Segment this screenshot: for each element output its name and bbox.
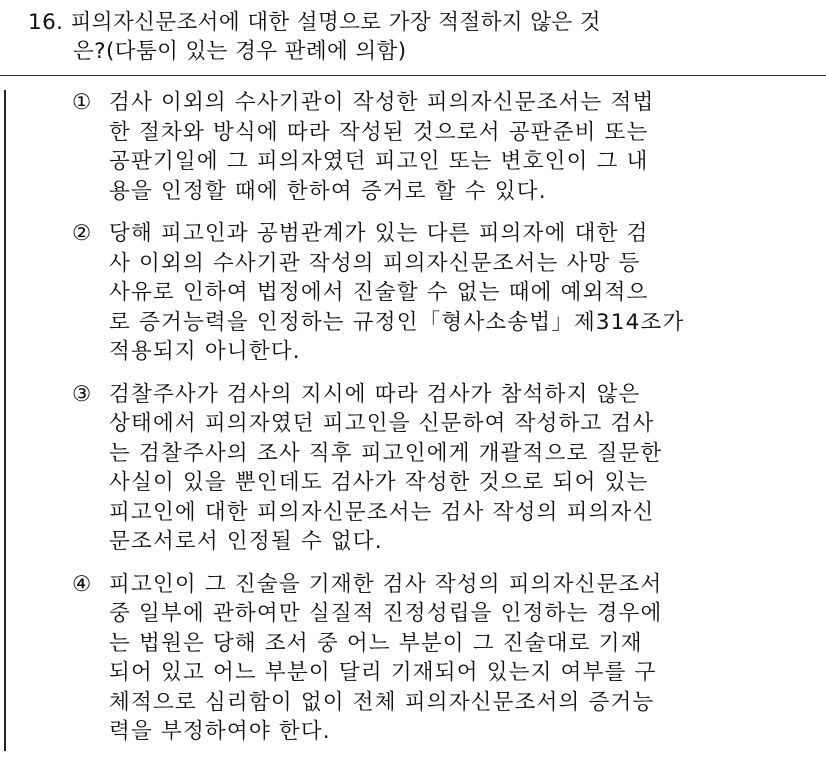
question-stem <box>28 8 808 66</box>
option-4-line: 되어 있고 어느 부분이 달리 기재되어 있는지 여부를 구 <box>109 660 657 685</box>
option-3-line: 는 검찰주사의 조사 직후 피고인에게 개괄적으로 질문한 <box>109 440 663 466</box>
option-1-line: 검사 이외의 수사기관이 작성한 피의자신문조서는 적법 <box>109 90 655 115</box>
option-4-line: 력을 부정하여야 한다. <box>109 719 331 744</box>
option-3-line: 피고인에 대한 피의자신문조서는 검사 작성의 피의자신 <box>109 499 655 525</box>
option-4-line: 체적으로 심리함이 없이 전체 피의자신문조서의 증거능 <box>109 689 655 715</box>
option-1[interactable] <box>72 88 812 206</box>
option-4[interactable] <box>72 570 812 747</box>
option-1-line: 용을 인정할 때에 한하여 증거로 할 수 있다. <box>109 178 547 204</box>
option-3-line: 문조서로서 인정될 수 없다. <box>109 529 383 554</box>
option-2-line: 당해 피고인과 공범관계가 있는 다른 피의자에 대한 검 <box>109 221 649 246</box>
option-1-line: 공판기일에 그 피의자였던 피고인 또는 변호인이 그 내 <box>109 149 649 174</box>
question-number: 16. <box>28 10 64 35</box>
option-1-line: 한 절차와 방식에 따라 작성된 것으로서 공판준비 또는 <box>109 119 649 145</box>
option-2-line: 사 이외의 수사기관 작성의 피의자신문조서는 사망 등 <box>109 250 641 276</box>
option-2-marker: ② <box>72 221 93 246</box>
option-3-marker: ③ <box>72 381 93 407</box>
question-text-line-2: 은?(다툼이 있는 경우 판례에 의함) <box>73 39 407 64</box>
option-4-line: 는 법원은 당해 조서 중 어느 부분이 그 진술대로 기재 <box>109 630 643 656</box>
option-3-line: 검찰주사가 검사의 지시에 따라 검사가 참석하지 않은 <box>109 381 641 407</box>
option-1-marker: ① <box>72 90 93 115</box>
option-2-line: 사유로 인하여 법정에서 진술할 수 없는 때에 예외적으 <box>109 280 649 305</box>
option-3-line: 사실이 있을 뿐인데도 검사가 작성한 것으로 되어 있는 <box>109 470 649 495</box>
question-text-line-1: 피의자신문조서에 대한 설명으로 가장 적절하지 않은 것 <box>70 10 601 35</box>
option-4-line: 피고인이 그 진술을 기재한 검사 작성의 피의자신문조서 <box>109 571 663 597</box>
question-divider <box>0 75 826 76</box>
option-2-line: 로 증거능력을 인정하는 규정인「형사소송법」제314조가 <box>109 309 685 335</box>
option-2[interactable] <box>72 219 812 367</box>
option-2-line: 적용되지 아니한다. <box>109 339 301 364</box>
option-3[interactable] <box>72 380 812 557</box>
answer-options <box>72 88 812 760</box>
margin-bar <box>4 90 6 751</box>
option-4-line: 중 일부에 관하여만 실질적 진정성립을 인정하는 경우에 <box>109 601 663 626</box>
option-3-line: 상태에서 피의자였던 피고인을 신문하여 작성하고 검사 <box>109 411 655 436</box>
option-4-marker: ④ <box>72 571 93 597</box>
question-line-1 <box>28 8 808 37</box>
